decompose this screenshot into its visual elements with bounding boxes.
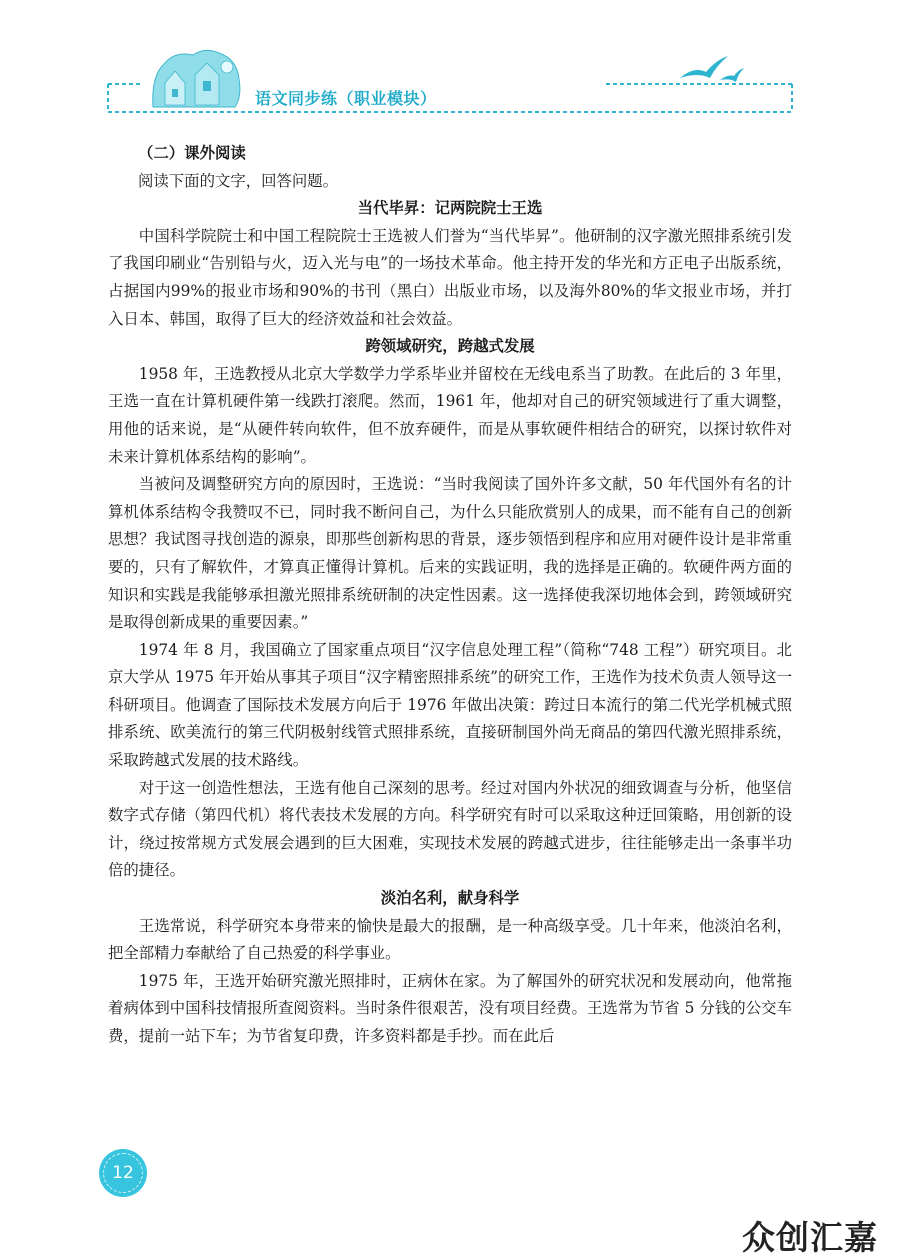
- reading-instruction: 阅读下面的文字，回答问题。: [138, 171, 339, 190]
- section-heading: （二）课外阅读: [138, 144, 246, 162]
- sub-heading-dedication: 淡泊名利，献身科学: [380, 889, 520, 908]
- page-number-badge: 12: [99, 1149, 147, 1197]
- paragraph: 1975 年，王选开始研究激光照排时，正病休在家。为了解国外的研究状况和发展动向，他常拖着病体到中国科技情报所查阅资料。当时条件很艰苦，没有项目经费。王选常为节省 5 分钱的公交车费，提前一站下车；为节省复印费，许多资料都是手抄。而在此后: [108, 971, 792, 1045]
- paragraph: 王选常说，科学研究本身带来的愉快是最大的报酬，是一种高级享受。几十年来，他淡泊名利，把全部精力奉献给了自己热爱的科学事业。: [108, 916, 792, 963]
- birds-icon: [676, 52, 746, 86]
- paragraph: 对于这一创造性想法，王选有他自己深刻的思考。经过对国内外状况的细致调查与分析，他坚信数字式存储（第四代机）将代表技术发展的方向。科学研究有时可以采取这种迂回策略，用创新的设计，绕过按常规方式发展会遇到的巨大困难，实现技术发展的跨越式进步，往往能够走出一条事半功倍的捷径。: [108, 778, 792, 880]
- paragraph: 1958 年，王选教授从北京大学数学力学系毕业并留校在无线电系当了助教。在此后的 3 年里，王选一直在计算机硬件第一线跌打滚爬。然而，1961 年，他却对自己的研究领域进行了重大调整，用他的话来说，是“从硬件转向软件，但不放弃硬件，而是从事软硬件相结合的研究，以探讨软件对未来计算机体系结构的影响”。: [108, 364, 792, 466]
- article-intro-paragraph: 中国科学院院士和中国工程院院士王选被人们誉为“当代毕昇”。他研制的汉字激光照排系统引发了我国印刷业“告别铅与火，迈入光与电”的一场技术革命。他主持开发的华光和方正电子出版系统，占据国内99%的报业市场和90%的书刊（黑白）出版业市场，以及海外80%的华文报业市场，并打入日本、韩国，取得了巨大的经济效益和社会效益。: [108, 226, 792, 328]
- reading-content: [108, 140, 792, 1051]
- paragraph: 1974 年 8 月，我国确立了国家重点项目“汉字信息处理工程”（简称“748 工程”）研究项目。北京大学从 1975 年开始从事其子项目“汉字精密照排系统”的研究工作，王选作为技术负责人领导这一科研项目。他调查了国际技术发展方向后于 1976 年做出决策：跨过日本流行的第二代光学机械式照排系统、欧美流行的第三代阴极射线管式照排系统，直接研制国外尚无商品的第四代激光照排系统，采取跨越式发展的技术路线。: [108, 640, 792, 770]
- paragraph: 当被问及调整研究方向的原因时，王选说：“当时我阅读了国外许多文献，50 年代国外有名的计算机体系结构令我赞叹不已，同时我不断问自己，为什么只能欣赏别人的成果，而不能有自己的创新思想？我试图寻找创造的源泉，即那些创新构思的背景，逐步领悟到程序和应用对硬件设计是非常重要的，只有了解软件，才算真正懂得计算机。后来的实践证明，我的选择是正确的。软硬件两方面的知识和实践是我能够承担激光照排系统研制的决定性因素。这一选择使我深切地体会到，跨领域研究是取得创新成果的重要因素。”: [108, 475, 792, 632]
- book-title: 语文同步练（职业模块）: [255, 89, 437, 108]
- watermark-logo: 众创汇嘉: [742, 1218, 878, 1257]
- sub-heading-cross-domain: 跨领域研究，跨越式发展: [365, 337, 535, 356]
- article-title: 当代毕昇：记两院院士王选: [357, 199, 543, 218]
